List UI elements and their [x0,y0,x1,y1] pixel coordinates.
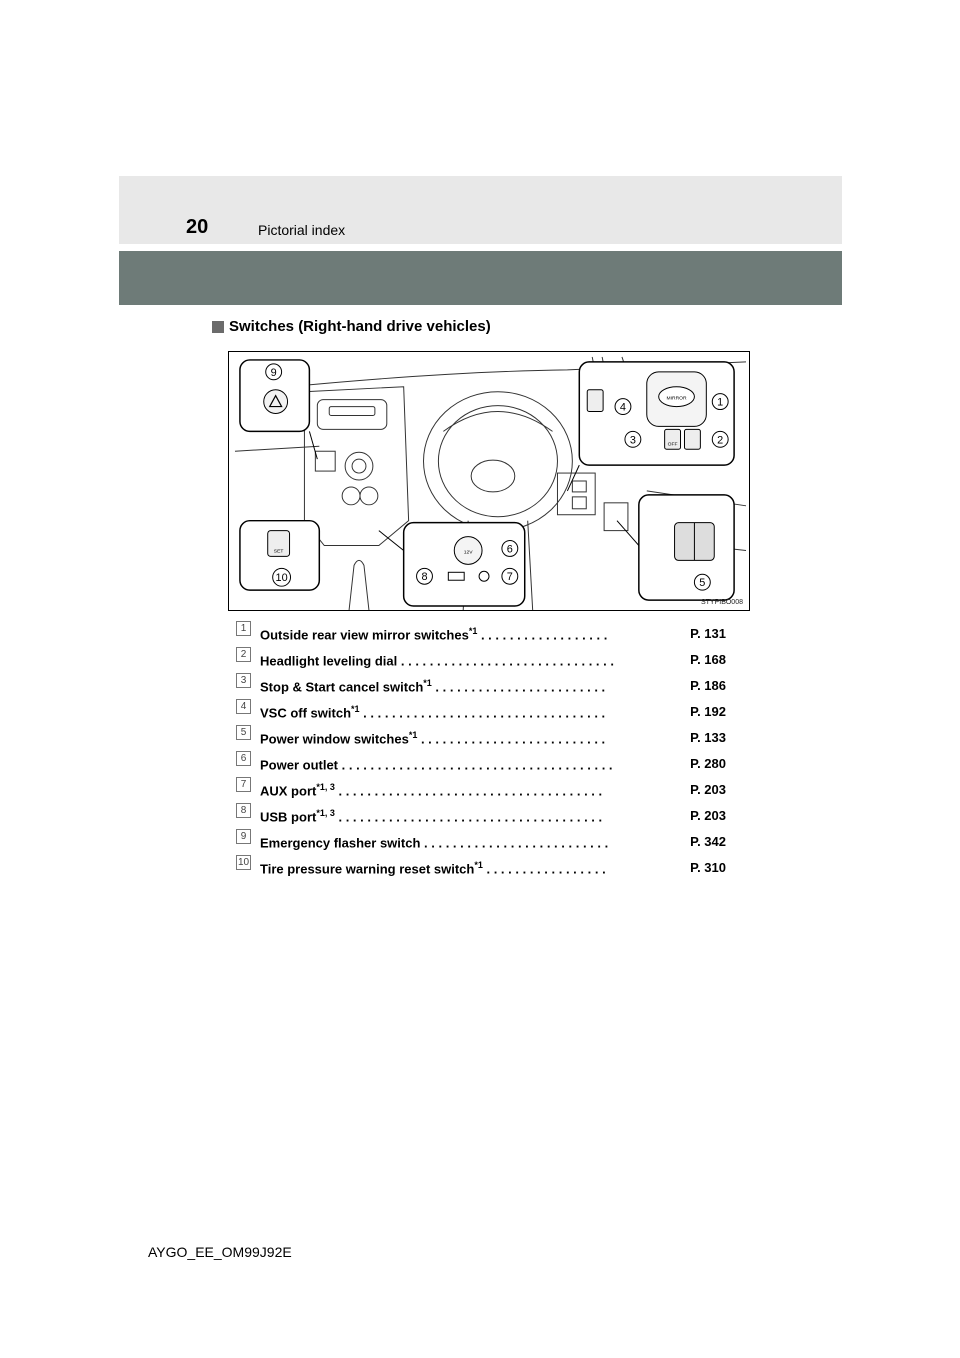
item-page-link[interactable]: P. 131 [690,626,726,641]
list-item [236,672,726,698]
callout-8 [417,568,433,584]
item-number: 10 [237,857,250,868]
item-label: AUX port$^{*1, 3}$ . . . . . . . . . . . . . . . . . . . . . . . . . . . . . . . . . . . . . [260,782,603,799]
item-label: USB port$^{*1, 3}$ . . . . . . . . . . . . . . . . . . . . . . . . . . . . . . . . . . . . . [260,808,603,825]
svg-text:1: 1 [717,396,724,409]
item-page-link[interactable]: P. 310 [690,860,726,875]
svg-text:9: 9 [270,366,277,379]
svg-text:5: 5 [699,577,706,590]
outlet-label: 12V [463,550,473,556]
svg-text:3: 3 [629,434,636,447]
item-label: VSC off switch$^{*1}$ . . . . . . . . . . . . . . . . . . . . . . . . . . . . . . . . . . [260,704,606,721]
item-label: Stop & Start cancel switch$^{*1}$ . . . . . . . . . . . . . . . . . . . . . . . . [260,678,606,695]
item-page-link[interactable]: P. 342 [690,834,726,849]
item-number: 1 [236,621,251,636]
inset-right-cluster [567,362,734,491]
item-page-link[interactable]: P. 192 [690,704,726,719]
list-item [236,802,726,828]
callout-3 [625,431,641,447]
list-item [236,698,726,724]
item-page-link[interactable]: P. 203 [690,808,726,823]
list-item [236,854,726,880]
item-label: Power outlet . . . . . . . . . . . . . . . . . . . . . . . . . . . . . . . . . . . . . . [260,757,613,773]
item-page-link[interactable]: P. 280 [690,756,726,771]
inset-outlet [379,523,525,606]
svg-text:10: 10 [275,572,288,585]
list-item [236,724,726,750]
svg-text:4: 4 [619,401,627,414]
svg-text:6: 6 [506,543,513,556]
dashboard-illustration [228,351,750,611]
tpws-set-label: SET [273,549,284,555]
dashboard-drawing [229,352,749,610]
item-number: 3 [236,673,251,688]
list-item [236,750,726,776]
header-bar [119,251,842,305]
callout-10 [273,568,291,586]
callout-7 [502,568,518,584]
item-number: 6 [236,751,251,766]
inset-power-window [617,495,734,600]
item-number: 5 [236,725,251,740]
svg-text:7: 7 [506,571,513,584]
item-number: 2 [236,647,251,662]
document-code: AYGO_EE_OM99J92E [148,1244,292,1260]
callout-1 [712,394,728,410]
item-label: Emergency flasher switch . . . . . . . . . . . . . . . . . . . . . . . . . . [260,835,609,851]
switch-list [236,620,726,880]
item-label: Outside rear view mirror switches$^{*1}$ . . . . . . . . . . . . . . . . . . [260,626,608,643]
callout-5 [694,574,710,590]
figure-code: STYPIBO008 [700,599,743,606]
list-item [236,776,726,802]
item-page-link[interactable]: P. 133 [690,730,726,745]
section-heading [212,318,491,335]
callout-6 [502,541,518,557]
svg-text:2: 2 [717,434,724,447]
item-label: Power window switches$^{*1}$ . . . . . . . . . . . . . . . . . . . . . . . . . . [260,730,606,747]
heading-text: Switches (Right-hand drive vehicles) [229,318,491,335]
item-page-link[interactable]: P. 168 [690,652,726,667]
section-title: Pictorial index [258,222,346,238]
item-label: Tire pressure warning reset switch$^{*1}$ . . . . . . . . . . . . . . . . . [260,860,606,877]
callout-4 [615,399,631,415]
item-number: 9 [236,829,251,844]
callout-2 [712,431,728,447]
mirror-switch-label: MIRROR [666,396,687,402]
item-label: Headlight leveling dial . . . . . . . . . . . . . . . . . . . . . . . . . . . . . . [260,653,614,669]
svg-text:8: 8 [421,571,428,584]
list-item [236,828,726,854]
item-page-link[interactable]: P. 186 [690,678,726,693]
header-band [119,176,842,244]
heading-square-icon [212,321,224,333]
item-number: 7 [236,777,251,792]
list-item [236,620,726,646]
stop-start-off-label: OFF [667,442,678,448]
item-page-link[interactable]: P. 203 [690,782,726,797]
list-item [236,646,726,672]
page-number: 20 [186,216,209,238]
callout-9 [266,364,282,380]
item-number: 8 [236,803,251,818]
item-number: 4 [236,699,251,714]
